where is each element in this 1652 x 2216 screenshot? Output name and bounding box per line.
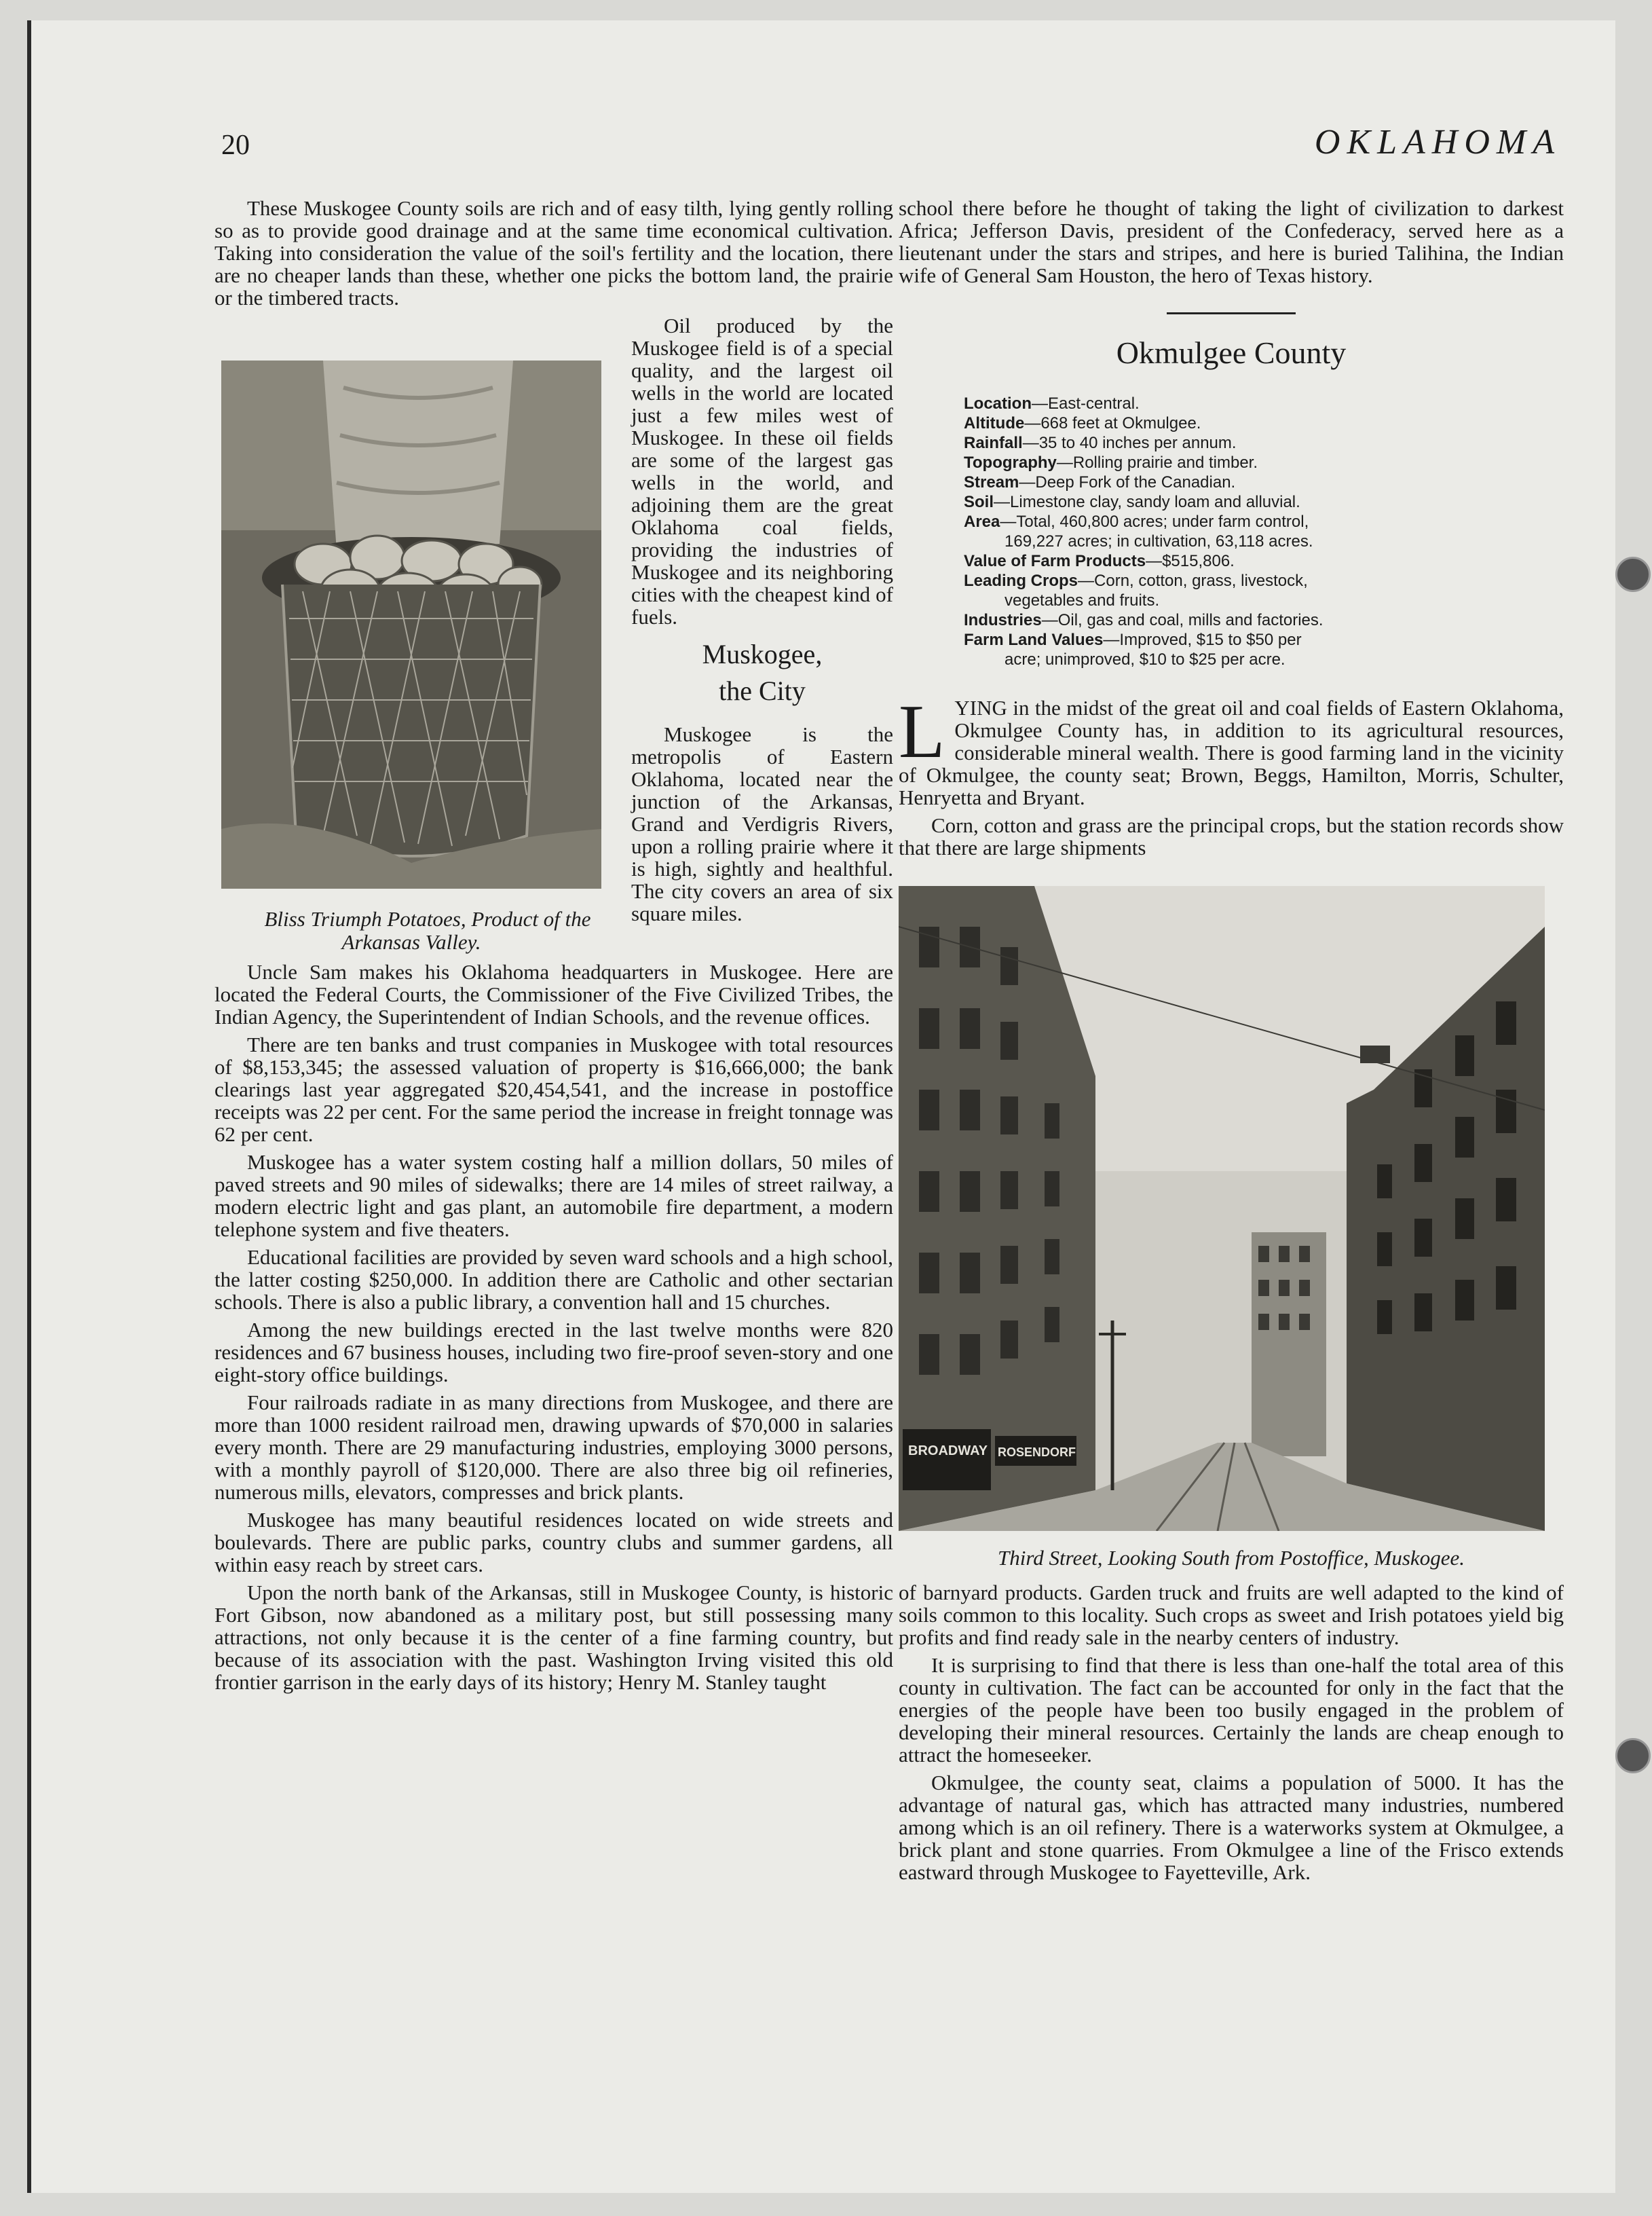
sign-rosendorf: ROSENDORF [998,1445,1076,1459]
fact-location: Location—East-central. [964,394,1140,413]
paragraph-barnyard: of barnyard products. Garden truck and fruits are well adapted to the kind of soils common to this locality. Such crops as sweet and Irish potatoes yield big profits and find ready sale in the nearby centers of industry. [899,1581,1564,1649]
street-caption: Third Street, Looking South from Postoffice, Muskogee. [998,1546,1465,1570]
paragraph-metropolis: Muskogee is the metropolis of Eastern Oklahoma, located near the junction of the Arkansas, Grand and Verdigris Rivers, upon a rolling prairie where it is high, sightly and healthful. The city covers an area of six square miles. [631,722,893,925]
paragraph-fort-gibson: Upon the north bank of the Arkansas, still in Muskogee County, is historic Fort Gibson, now abandoned as a military post, but still possessing many attractions, not only because it is the center of a fine farming country, but because of its association with the past. Washington Irving visited this old frontier garrison in the early days of its history; Henry M. Stanley taught [214,1581,893,1694]
binder-ring-top [1615,557,1651,592]
fact-topography: Topography—Rolling prairie and timber. [964,454,1258,472]
paragraph-crops: Corn, cotton and grass are the principal crops, but the station records show that there are large shipments [899,813,1564,860]
left-column [214,197,893,1699]
document-page [27,20,1615,2193]
subhead-line-1: Muskogee, [702,639,823,669]
figure-potatoes [221,320,601,954]
fact-soil: Soil—Limestone clay, sandy loam and alluvial. [964,493,1300,511]
paragraph-railroads: Four railroads radiate in as many directions from Muskogee, and there are more than 1000 resident railroad men, drawing upwards of $70,000 in salaries every month. There are 29 manufacturing industries, employing 3000 persons, with a monthly payroll of $120,000. There are also three big oil refineries, numerous mills, elevators, compresses and brick plants. [214,1390,893,1504]
paragraph-county-seat: Okmulgee, the county seat, claims a population of 5000. It has the advantage of natural gas, which has attracted many industries, numbered among which is an oil refinery. There is a waterworks system at Okmulgee, a brick plant and stone quarries. From Okmulgee a line of the Frisco extends eastward through Muskogee to Fayetteville, Ark. [899,1771,1564,1884]
fact-leading-crops: Leading Crops—Corn, cotton, grass, livestock, vegetables and fruits. [964,572,1308,610]
running-title: OKLAHOMA [1314,123,1561,162]
paragraph-banks: There are ten banks and trust companies in Muskogee with total resources of $8,153,345; the assessed valuation of property is $16,666,000; the bank clearings last year aggregated $20,454,541, and the increase in postoffice receipts was 22 per cent. For the same period the increase in freight tonnage was 62 per cent. [214,1033,893,1146]
paragraph-soils: These Muskogee County soils are rich and of easy tilth, lying gently rolling so as to provide good drainage and at the same time economical cultivation. Taking into consideration the value of the soil's fertility and the location, there are no cheaper lands than these, whether one picks the bottom land, the prairie or the timbered tracts. [214,196,893,310]
street-illustration [899,886,1545,1531]
paragraph-oil: Bliss Triumph Potatoes, Product of the Arkansas Valley. Oil produced by the Muskogee field is of a special quality, and the largest oil wells in the world are located just a few miles west of Muskogee. In these oil fields are some of the largest gas wells in the world, and adjoining them are the great Oklahoma coal fields, providing the industries of Muskogee and its neighboring cities with the cheapest kind of fuels. [214,314,893,628]
page-number: 20 [221,130,250,161]
paragraph-lying: LYING in the midst of the great oil and coal fields of Eastern Oklahoma, Okmulgee County has, in addition to its agricultural resources, considerable mineral wealth. There is good farming land in the vicinity of Okmulgee, the county seat; Brown, Beggs, Hamilton, Morris, Schulter, Henryetta and Bryant. [899,690,1564,809]
sign-broadway: BROADWAY [908,1443,988,1458]
subhead-line-2: the City [719,676,806,706]
fact-area: Area—Total, 460,800 acres; under farm control, 169,227 acres; in cultivation, 63,118 acres. [964,513,1313,551]
paragraph-water: Muskogee has a water system costing half a million dollars, 50 miles of paved streets and 90 miles of sidewalks; there are 14 miles of street railway, a modern electric light and gas plant, an automobile fire department, a modern telephone system and five theaters. [214,1150,893,1241]
binder-ring-bottom [1615,1738,1651,1773]
street-photo [899,886,1545,1531]
paragraph-residences: Muskogee has many beautiful residences located on wide streets and boulevards. There are public parks, country clubs and summer gardens, all within easy reach by street cars. [214,1508,893,1576]
section-divider [1167,312,1296,314]
right-column [899,197,1564,1889]
fact-altitude: Altitude—668 feet at Okmulgee. [964,414,1201,432]
dropcap-letter: L [899,690,945,774]
potatoes-photo [221,361,601,889]
paragraph-buildings: Among the new buildings erected in the last twelve months were 820 residences and 67 business houses, including two fire-proof seven-story and one eight-story office buildings. [214,1318,893,1386]
fact-land-values: Farm Land Values—Improved, $15 to $50 per acre; unimproved, $10 to $25 per acre. [964,631,1302,669]
potatoes-caption: Bliss Triumph Potatoes, Product of the Arkansas Valley. [264,907,591,954]
paragraph-education: Educational facilities are provided by seven ward schools and a high school, the latter costing $250,000. In addition there are Catholic and other sectarian schools. There is also a public library, a convention hall and 15 churches. [214,1245,893,1314]
fact-rainfall: Rainfall—35 to 40 inches per annum. [964,434,1237,452]
county-facts [899,394,1564,669]
paragraph-history-cont: school there before he thought of taking the light of civilization to darkest Africa; Jefferson Davis, president of the Confederacy, served here as a lieutenant under the stars and stripes, and here is buried Talihina, the Indian wife of General Sam Houston, the hero of Texas history. [899,196,1564,287]
fact-industries: Industries—Oil, gas and coal, mills and factories. [964,611,1324,629]
fact-stream: Stream—Deep Fork of the Canadian. [964,473,1236,492]
paragraph-half-area: It is surprising to find that there is less than one-half the total area of this county in cultivation. The fact can be accounted for only in the fact that the energies of the people have been too busily engaged in the problem of developing their mineral resources. Certainly the lands are cheap enough to attract the homeseeker. [899,1653,1564,1767]
paragraph-uncle-sam: Uncle Sam makes his Oklahoma headquarters in Muskogee. Here are located the Federal Courts, the Commissioner of the Five Civilized Tribes, the Indian Agency, the Superintendent of Indian Schools, and the revenue offices. [214,960,893,1029]
potatoes-illustration [221,361,601,889]
fact-farm-products: Value of Farm Products—$515,806. [964,552,1235,570]
county-heading: Okmulgee County [1116,335,1347,370]
